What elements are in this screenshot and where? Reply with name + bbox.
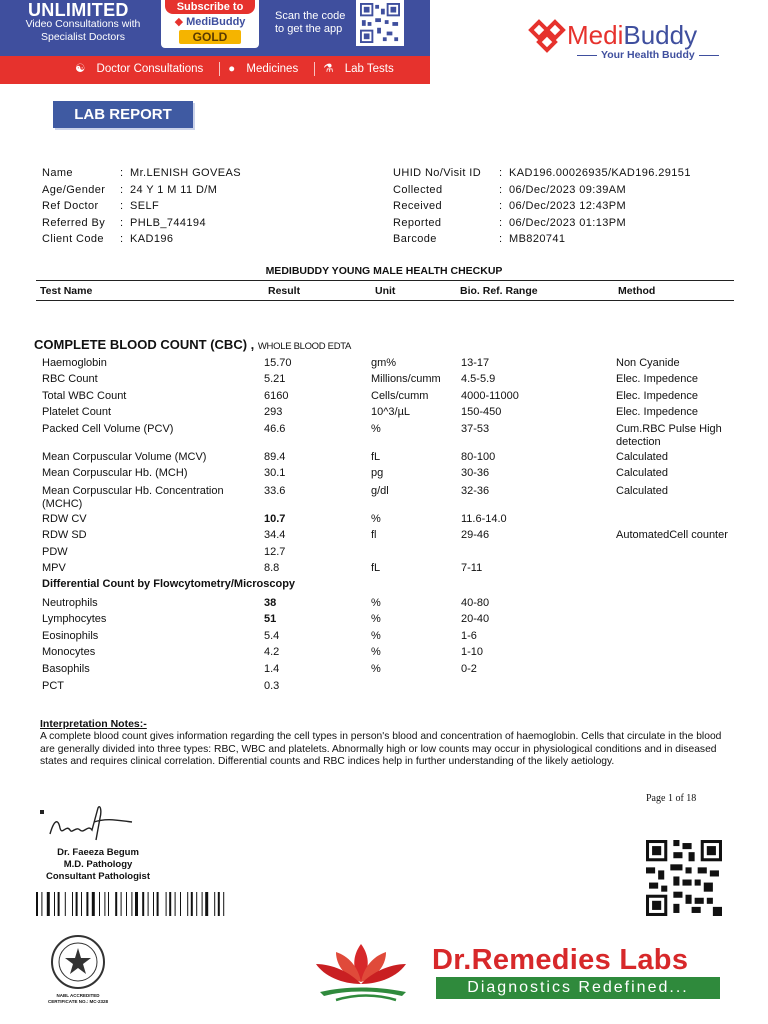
test-unit: Cells/cumm [371, 390, 429, 402]
banner-nav [75, 61, 410, 76]
test-result: 0.3 [264, 680, 280, 692]
test-result: 5.21 [264, 373, 286, 385]
test-result: 6160 [264, 390, 289, 402]
test-result: 8.8 [264, 562, 280, 574]
medibuddy-logo-icon [527, 18, 567, 56]
test-name: Platelet Count [42, 406, 112, 418]
test-result: 30.1 [264, 467, 286, 479]
test-method: Elec. Impedence [616, 406, 698, 418]
test-result: 12.7 [264, 546, 286, 558]
page-number: Page 1 of 18 [646, 793, 697, 804]
differential-count-title: Differential Count by Flowcytometry/Microscopy [42, 578, 296, 590]
test-name: RDW CV [42, 513, 87, 525]
test-range: 4000-11000 [461, 390, 519, 402]
info-value: KAD196.00026935/KAD196.29151 [509, 167, 691, 179]
test-range: 29-46 [461, 529, 490, 541]
section-title-cbc [34, 337, 351, 352]
test-name: Mean Corpuscular Volume (MCV) [42, 451, 207, 463]
test-unit: Millions/cumm [371, 373, 441, 385]
info-label: Name [42, 167, 73, 179]
gold-subscription-card[interactable] [161, 0, 259, 48]
test-range: 0-2 [461, 663, 477, 675]
test-name: Total WBC Count [42, 390, 127, 402]
info-label: Ref Doctor [42, 200, 99, 213]
test-result: 1.4 [264, 663, 280, 675]
nav-divider [314, 62, 315, 76]
nav-label: Lab Tests [344, 63, 394, 75]
signatory-block [36, 847, 160, 883]
gold-card-brand-text: MediBuddy [186, 16, 246, 28]
test-method: AutomatedCell counter [616, 529, 728, 541]
test-unit: g/dl [371, 485, 389, 497]
test-name: Haemoglobin [42, 357, 107, 369]
col-header-unit: Unit [375, 285, 396, 297]
col-header-result: Result [268, 285, 301, 297]
test-range: 13-17 [461, 357, 490, 369]
medibuddy-small-icon: ◆ [174, 16, 184, 28]
test-name: Lymphocytes [42, 613, 107, 625]
test-name: Packed Cell Volume (PCV) [42, 423, 174, 435]
test-name: MPV [42, 562, 66, 574]
test-method: Elec. Impedence [616, 390, 698, 402]
test-name: Basophils [42, 663, 90, 675]
signatory-title: Consultant Pathologist [46, 871, 150, 882]
test-range: 80-100 [461, 451, 496, 463]
test-name: Neutrophils [42, 597, 98, 609]
test-range: 1-10 [461, 646, 484, 658]
test-name: RDW SD [42, 529, 87, 541]
test-result: 15.70 [264, 357, 292, 369]
info-label: UHID No/Visit ID [393, 167, 482, 179]
table-header-top-rule [36, 280, 734, 281]
test-range: 40-80 [461, 597, 490, 609]
info-value: 06/Dec/2023 01:13PM [509, 216, 627, 229]
info-value: 06/Dec/2023 12:43PM [509, 200, 627, 213]
info-label: Age/Gender [42, 183, 106, 196]
report-qr-code-icon [644, 840, 724, 916]
test-result: 4.2 [264, 646, 280, 658]
promo-banner[interactable] [0, 0, 430, 84]
info-value: 06/Dec/2023 09:39AM [509, 183, 627, 196]
test-unit: % [371, 613, 381, 625]
gold-card-subscribe: Subscribe to [165, 0, 255, 14]
test-method: Calculated [616, 451, 668, 463]
interpretation-notes-title: Interpretation Notes:- [40, 718, 147, 730]
patient-info-right [393, 165, 691, 248]
nav-label: Doctor Consultations [96, 63, 204, 75]
test-result: 10.7 [264, 513, 286, 525]
test-name: Mean Corpuscular Hb. (MCH) [42, 467, 188, 479]
test-name: PDW [42, 546, 68, 558]
medibuddy-wordmark [567, 20, 697, 51]
gold-card-tier: GOLD [179, 30, 242, 44]
info-row-uhid: UHID No/Visit ID : KAD196.00026935/KAD196.29151 [393, 165, 691, 182]
test-unit: fl [371, 529, 377, 541]
test-range: 11.6-14.0 [461, 513, 507, 525]
col-header-test-name: Test Name [40, 285, 93, 297]
test-result: 33.6 [264, 485, 286, 497]
wordmark-part2: Buddy [623, 20, 698, 50]
test-result: 89.4 [264, 451, 286, 463]
test-unit: % [371, 597, 381, 609]
section-title-text: COMPLETE BLOOD COUNT (CBC) , [34, 337, 255, 352]
lab-report-heading: LAB REPORT [53, 101, 193, 128]
section-specimen: WHOLE BLOOD EDTA [257, 341, 352, 352]
barcode-icon [36, 892, 288, 916]
info-row-barcode: Barcode : MB820741 [393, 231, 691, 248]
banner-subtitle: Video Consultations with Specialist Doctors [25, 18, 141, 43]
info-row-collected: Collected : 06/Dec/2023 09:39AM [393, 182, 691, 199]
test-result: 5.4 [264, 630, 280, 642]
checkup-title: MEDIBUDDY YOUNG MALE HEALTH CHECKUP [265, 265, 503, 277]
test-method: Calculated [616, 467, 668, 479]
wordmark-part1: Medi [567, 20, 624, 50]
info-value: SELF [130, 200, 160, 213]
lab-name: Dr.Remedies Labs [432, 944, 689, 976]
test-unit: % [371, 663, 381, 675]
nabl-seal [50, 934, 106, 1018]
info-row-received: Received : 06/Dec/2023 12:43PM [393, 198, 691, 215]
info-row-ref-doctor: Ref Doctor : SELF [42, 198, 241, 215]
test-range: 32-36 [461, 485, 490, 497]
test-result: 51 [264, 613, 277, 625]
test-unit: 10^3/µL [371, 406, 411, 418]
info-label: Received [393, 200, 443, 213]
test-method: Elec. Impedence [616, 373, 698, 385]
info-label: Reported [393, 216, 442, 229]
test-name: Mean Corpuscular Hb. Concentration (MCHC) [42, 485, 224, 510]
table-header-bottom-rule [36, 300, 734, 301]
test-unit: pg [371, 467, 384, 479]
test-unit: % [371, 646, 381, 658]
nav-medicines[interactable] [228, 63, 306, 75]
test-unit: % [371, 513, 381, 525]
nav-doctor-consultations[interactable] [75, 61, 211, 75]
info-row-name: Name : Mr.LENISH GOVEAS [42, 165, 241, 182]
interpretation-notes-body: A complete blood count gives information regarding the cell types in person's blood and concentration of haemoglobin. Cells that circulate in the blood are generally divided into three types: RBC, WBC and platelets. Abnormally high or low counts may occur in physiological conditions and in diseased states and requires clinical correlation. Differential counts and RBC indices help in further understanding of the likely aetiology. [40, 731, 722, 768]
signatory-degree: M.D. Pathology [63, 859, 133, 870]
lotus-logo-icon [306, 940, 416, 1006]
app-qr-code-icon[interactable] [356, 0, 404, 46]
info-row-referred-by: Referred By : PHLB_744194 [42, 215, 241, 232]
gold-card-brand [161, 15, 259, 28]
test-unit: gm% [371, 357, 397, 369]
test-method: Cum.RBC Pulse High detection [616, 423, 722, 448]
signatory-name: Dr. Faeeza Begum [57, 847, 139, 858]
test-method: Non Cyanide [616, 357, 680, 369]
info-value: KAD196 [130, 233, 174, 246]
pill-icon: ● [228, 63, 236, 75]
scan-code-text: Scan the code to get the app [275, 10, 346, 35]
test-name: Monocytes [42, 646, 96, 658]
test-unit: fL [371, 562, 381, 574]
test-method: Calculated [616, 485, 668, 497]
col-header-ref-range: Bio. Ref. Range [460, 285, 538, 297]
test-range: 37-53 [461, 423, 490, 435]
test-range: 7-11 [461, 562, 483, 574]
test-result: 46.6 [264, 423, 286, 435]
nav-lab-tests[interactable] [323, 61, 402, 75]
test-range: 150-450 [461, 406, 502, 418]
nabl-caption [48, 993, 108, 1004]
info-row-reported: Reported : 06/Dec/2023 01:13PM [393, 215, 691, 232]
patient-info-left [42, 165, 241, 248]
medibuddy-tagline: Your Health Buddy [573, 49, 723, 61]
test-range: 4.5-5.9 [461, 373, 496, 385]
test-name: PCT [42, 680, 64, 692]
test-unit: fL [371, 451, 381, 463]
nabl-line2: CERTIFICATE NO.: MC-2328 [48, 998, 108, 1004]
stethoscope-icon: ☯ [75, 63, 86, 75]
info-value: MB820741 [509, 233, 566, 246]
test-name: Eosinophils [42, 630, 99, 642]
info-label: Collected [393, 183, 443, 196]
info-value: PHLB_744194 [130, 216, 206, 229]
info-value: 24 Y 1 M 11 D/M [130, 183, 218, 196]
col-header-method: Method [618, 285, 656, 297]
test-unit: % [371, 423, 381, 435]
nav-divider [219, 62, 220, 76]
lab-tagline: Diagnostics Redefined... [436, 977, 720, 999]
test-range: 30-36 [461, 467, 490, 479]
info-row-client-code: Client Code : KAD196 [42, 231, 241, 248]
info-label: Referred By [42, 216, 106, 229]
nav-label: Medicines [246, 63, 299, 75]
nabl-line1: NABL ACCREDITED [56, 993, 100, 998]
test-name: RBC Count [42, 373, 98, 385]
test-result: 293 [264, 406, 283, 418]
test-result: 34.4 [264, 529, 286, 541]
test-result: 38 [264, 597, 277, 609]
test-range: 20-40 [461, 613, 490, 625]
info-value: Mr.LENISH GOVEAS [130, 167, 241, 179]
info-label: Barcode [393, 233, 437, 246]
flask-icon: ⚗ [323, 63, 334, 75]
info-row-age-gender: Age/Gender : 24 Y 1 M 11 D/M [42, 182, 241, 199]
test-unit: % [371, 630, 381, 642]
test-range: 1-6 [461, 630, 477, 642]
banner-title: UNLIMITED [28, 0, 129, 20]
info-label: Client Code [42, 233, 104, 246]
medibuddy-logo[interactable] [525, 18, 725, 66]
